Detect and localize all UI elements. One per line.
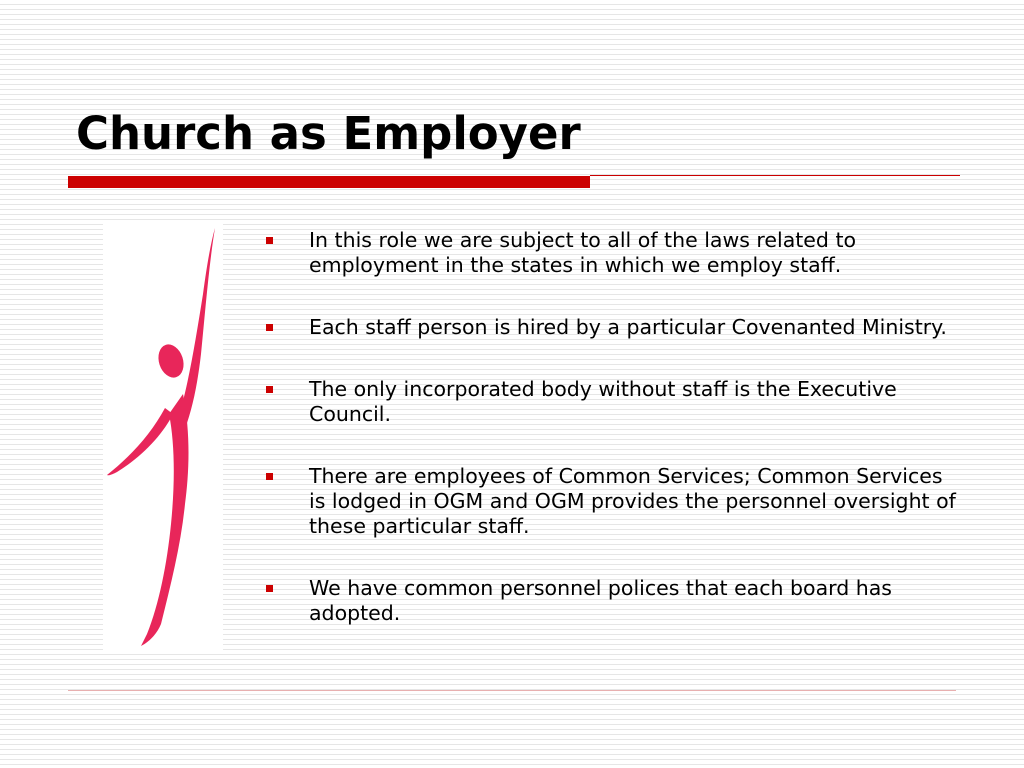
bullet-square-icon <box>266 237 273 244</box>
bullet-square-icon <box>266 473 273 480</box>
bullet-item <box>266 315 956 340</box>
bullet-text: The only incorporated body without staff is the Executive Council. <box>309 377 897 426</box>
bullet-item <box>266 576 956 626</box>
footer-rule <box>68 690 956 691</box>
bullet-square-icon <box>266 386 273 393</box>
slide-title: Church as Employer <box>76 107 581 160</box>
bullet-list <box>266 228 956 626</box>
bullet-text: We have common personnel polices that each board has adopted. <box>309 576 892 625</box>
title-underline-thin <box>590 175 960 176</box>
bullet-text: In this role we are subject to all of the laws related to employment in the states in which we employ staff. <box>309 228 857 277</box>
figure-body <box>141 394 189 646</box>
figure-panel <box>103 224 223 652</box>
bullet-text: There are employees of Common Services; Common Services is lodged in OGM and OGM provides the personnel oversight of these particular staff. <box>309 464 956 538</box>
bullet-item <box>266 228 956 278</box>
bullet-square-icon <box>266 324 273 331</box>
bullet-item <box>266 377 956 427</box>
title-underline-thick <box>68 176 590 188</box>
figure-lower-arm <box>107 408 173 475</box>
bullet-item <box>266 464 956 539</box>
bullet-square-icon <box>266 585 273 592</box>
bullet-text: Each staff person is hired by a particular Covenanted Ministry. <box>309 315 947 339</box>
raised-arm-person-icon <box>103 224 223 652</box>
figure-head <box>154 341 187 381</box>
